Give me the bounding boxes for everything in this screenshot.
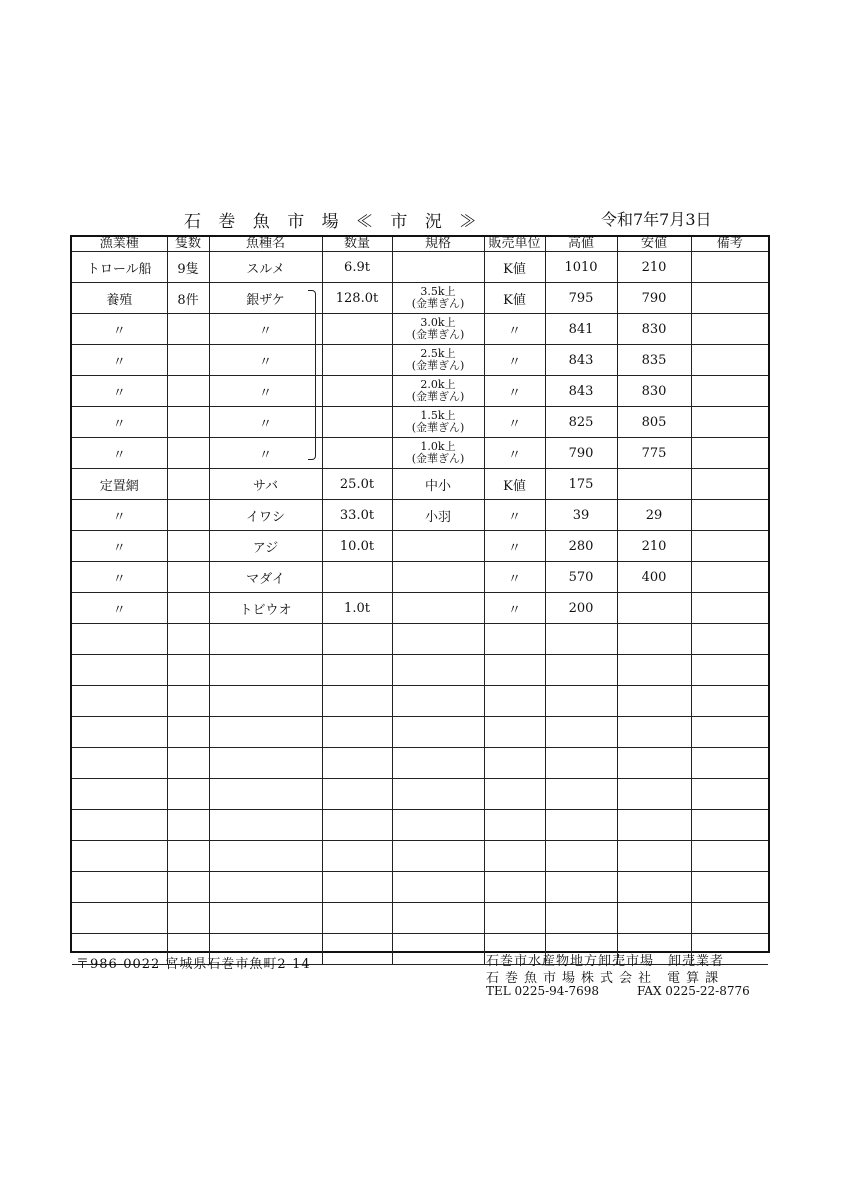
table-cell	[484, 841, 545, 872]
table-cell	[392, 841, 484, 872]
table-cell	[209, 624, 322, 655]
table-cell: 29	[617, 500, 691, 531]
table-cell	[322, 717, 392, 748]
table-cell	[484, 748, 545, 779]
table-cell	[392, 252, 484, 283]
table-cell: イワシ	[209, 500, 322, 531]
table-cell	[167, 810, 209, 841]
table-cell	[392, 407, 484, 438]
column-header: 漁業種	[72, 237, 167, 252]
table-cell: 〃	[72, 407, 167, 438]
table-row	[72, 562, 768, 593]
table-row	[72, 469, 768, 500]
table-cell	[392, 655, 484, 686]
table-cell: 830	[617, 314, 691, 345]
table-cell: 〃	[484, 407, 545, 438]
table-cell: 〃	[209, 314, 322, 345]
table-cell	[545, 810, 617, 841]
table-cell	[392, 376, 484, 407]
table-cell	[322, 934, 392, 965]
table-row	[72, 903, 768, 934]
table-cell: 〃	[209, 438, 322, 469]
table-cell: 128.0t	[322, 283, 392, 314]
table-row	[72, 252, 768, 283]
table-cell	[322, 438, 392, 469]
table-cell	[167, 717, 209, 748]
table-row	[72, 872, 768, 903]
table-cell	[691, 655, 768, 686]
table-cell	[209, 717, 322, 748]
table-cell	[691, 345, 768, 376]
table-row	[72, 376, 768, 407]
table-cell	[209, 903, 322, 934]
table-cell	[167, 407, 209, 438]
table-cell	[392, 531, 484, 562]
table-cell: 39	[545, 500, 617, 531]
table-cell	[617, 593, 691, 624]
column-header: 数量	[322, 237, 392, 252]
table-cell	[167, 903, 209, 934]
table-cell: 〃	[484, 345, 545, 376]
table-cell: K値	[484, 469, 545, 500]
table-cell	[545, 655, 617, 686]
table-cell	[691, 717, 768, 748]
table-cell	[545, 748, 617, 779]
table-cell: マダイ	[209, 562, 322, 593]
table-cell: サバ	[209, 469, 322, 500]
table-cell	[691, 779, 768, 810]
table-cell	[167, 841, 209, 872]
cell-line: (金華ぎん)	[411, 390, 465, 403]
report-date: 令和7年7月3日	[601, 210, 712, 229]
table-cell: 830	[617, 376, 691, 407]
table-header-row	[72, 237, 768, 252]
column-header: 魚種名	[209, 237, 322, 252]
footer-fax: FAX 0225-22-8776	[637, 984, 750, 998]
table-cell: アジ	[209, 531, 322, 562]
table-cell: 6.9t	[322, 252, 392, 283]
table-row	[72, 717, 768, 748]
table-cell	[322, 903, 392, 934]
table-row	[72, 841, 768, 872]
column-header: 備考	[691, 237, 768, 252]
table-cell	[209, 748, 322, 779]
table-cell	[167, 872, 209, 903]
table-cell	[167, 314, 209, 345]
table-cell	[617, 469, 691, 500]
table-cell	[167, 624, 209, 655]
cell-line: 3.5k上	[420, 285, 456, 298]
table-cell	[392, 562, 484, 593]
table-cell	[392, 624, 484, 655]
table-cell: トビウオ	[209, 593, 322, 624]
table-cell	[72, 624, 167, 655]
table-cell	[72, 903, 167, 934]
table-cell: 400	[617, 562, 691, 593]
table-cell: 25.0t	[322, 469, 392, 500]
table-cell: トロール船	[72, 252, 167, 283]
table-cell: 10.0t	[322, 531, 392, 562]
page-title: 石 巻 魚 市 場 ≪ 市 況 ≫	[184, 212, 483, 232]
table-cell	[167, 655, 209, 686]
table-cell	[691, 376, 768, 407]
table-cell: 9隻	[167, 252, 209, 283]
table-cell	[617, 779, 691, 810]
table-cell	[322, 872, 392, 903]
table-cell	[167, 779, 209, 810]
table-cell	[322, 407, 392, 438]
table-cell: 775	[617, 438, 691, 469]
table-cell	[392, 686, 484, 717]
table-cell	[72, 748, 167, 779]
table-cell	[484, 779, 545, 810]
table-cell	[322, 810, 392, 841]
table-row	[72, 748, 768, 779]
table-cell	[617, 624, 691, 655]
table-cell	[322, 314, 392, 345]
table-cell: 〃	[484, 531, 545, 562]
table-cell: 200	[545, 593, 617, 624]
table-cell	[545, 903, 617, 934]
table-cell: 1010	[545, 252, 617, 283]
table-cell: 〃	[209, 345, 322, 376]
table-cell	[72, 717, 167, 748]
table-cell: 570	[545, 562, 617, 593]
table-row	[72, 438, 768, 469]
table-cell	[691, 562, 768, 593]
table-cell	[617, 717, 691, 748]
table-cell: 〃	[72, 531, 167, 562]
table-cell: 〃	[72, 593, 167, 624]
table-cell	[167, 345, 209, 376]
table-cell	[167, 593, 209, 624]
table-row	[72, 686, 768, 717]
table-cell	[484, 717, 545, 748]
table-cell: 841	[545, 314, 617, 345]
table-cell	[691, 407, 768, 438]
table-cell	[72, 779, 167, 810]
footer-org-line1: 石巻市水産物地方卸売市場 卸売業者	[486, 954, 725, 969]
table-cell	[72, 841, 167, 872]
table-cell	[167, 531, 209, 562]
table-cell	[392, 717, 484, 748]
table-cell	[691, 500, 768, 531]
column-header: 販売単位	[484, 237, 545, 252]
table-cell	[392, 283, 484, 314]
table-cell	[209, 872, 322, 903]
table-cell: 〃	[484, 314, 545, 345]
cell-line: 3.0k上	[420, 316, 456, 329]
table-cell	[617, 872, 691, 903]
table-cell	[167, 376, 209, 407]
table-cell	[322, 841, 392, 872]
table-cell	[392, 314, 484, 345]
table-cell: 〃	[72, 438, 167, 469]
table-row	[72, 500, 768, 531]
table-cell	[72, 655, 167, 686]
table-cell	[617, 810, 691, 841]
table-cell	[322, 748, 392, 779]
table-cell	[209, 841, 322, 872]
table-cell	[322, 345, 392, 376]
cell-line: 2.0k上	[420, 378, 456, 391]
cell-line: (金華ぎん)	[411, 297, 465, 310]
table-cell	[617, 903, 691, 934]
table-row	[72, 593, 768, 624]
table-row	[72, 531, 768, 562]
market-report-table	[70, 235, 770, 953]
table-cell	[209, 779, 322, 810]
table-cell	[484, 872, 545, 903]
table-cell	[392, 934, 484, 965]
table-cell: 〃	[72, 500, 167, 531]
table-cell: 210	[617, 531, 691, 562]
table-cell: 843	[545, 345, 617, 376]
table-cell: 〃	[484, 438, 545, 469]
table-cell: 〃	[209, 407, 322, 438]
table-cell: 33.0t	[322, 500, 392, 531]
table-cell	[617, 841, 691, 872]
table-cell: 〃	[484, 562, 545, 593]
table-cell	[322, 624, 392, 655]
table-cell	[167, 748, 209, 779]
table-cell: K値	[484, 252, 545, 283]
table-cell: 8件	[167, 283, 209, 314]
table-cell	[691, 810, 768, 841]
table-cell: 795	[545, 283, 617, 314]
table-cell: 210	[617, 252, 691, 283]
footer-org-line2: 石巻魚市場株式会社 電算課	[486, 971, 725, 986]
table-cell: 835	[617, 345, 691, 376]
table-cell	[617, 686, 691, 717]
table-cell: 1.0t	[322, 593, 392, 624]
table-cell	[392, 810, 484, 841]
table-cell	[691, 252, 768, 283]
table-cell: 280	[545, 531, 617, 562]
column-header: 高値	[545, 237, 617, 252]
cell-line: (金華ぎん)	[411, 452, 465, 465]
table-cell: 175	[545, 469, 617, 500]
table-cell	[484, 624, 545, 655]
table-cell: 中小	[392, 469, 484, 500]
cell-line: 1.0k上	[420, 440, 456, 453]
table-cell: 〃	[484, 593, 545, 624]
table-cell: K値	[484, 283, 545, 314]
table-cell: 〃	[484, 500, 545, 531]
cell-line: 1.5k上	[420, 409, 456, 422]
table-cell	[322, 686, 392, 717]
table-cell	[617, 655, 691, 686]
table-cell	[392, 593, 484, 624]
table-cell	[392, 779, 484, 810]
table-cell: 790	[617, 283, 691, 314]
table-row	[72, 283, 768, 314]
table-cell	[209, 810, 322, 841]
table-cell	[167, 562, 209, 593]
table-cell: 〃	[72, 314, 167, 345]
table-cell	[167, 500, 209, 531]
table-cell: 銀ザケ	[209, 283, 322, 314]
table-cell	[691, 531, 768, 562]
table-cell	[691, 686, 768, 717]
table-cell	[617, 748, 691, 779]
table-row	[72, 407, 768, 438]
table-cell	[167, 469, 209, 500]
table-cell	[691, 283, 768, 314]
table-cell: 〃	[72, 562, 167, 593]
table-cell	[322, 562, 392, 593]
table-cell	[72, 872, 167, 903]
table-row	[72, 345, 768, 376]
table-cell	[545, 779, 617, 810]
table-cell: 〃	[209, 376, 322, 407]
table-cell: 定置網	[72, 469, 167, 500]
table-cell: 805	[617, 407, 691, 438]
table-cell	[545, 624, 617, 655]
cell-line: (金華ぎん)	[411, 421, 465, 434]
table-row	[72, 655, 768, 686]
footer-address: 〒986-0022 宮城県石巻市魚町2-14	[76, 957, 311, 972]
column-header: 安値	[617, 237, 691, 252]
table-cell: 〃	[484, 376, 545, 407]
table-cell	[545, 717, 617, 748]
cell-line: (金華ぎん)	[411, 328, 465, 341]
table-cell	[691, 903, 768, 934]
table-cell	[484, 903, 545, 934]
table-cell	[545, 872, 617, 903]
cell-line: (金華ぎん)	[411, 359, 465, 372]
table-cell	[484, 686, 545, 717]
table-cell	[691, 624, 768, 655]
table-cell	[392, 748, 484, 779]
table-cell	[167, 686, 209, 717]
table-row	[72, 779, 768, 810]
table-row	[72, 810, 768, 841]
table-cell: 843	[545, 376, 617, 407]
table-cell	[691, 438, 768, 469]
column-header: 隻数	[167, 237, 209, 252]
table-cell	[691, 748, 768, 779]
table-cell	[392, 345, 484, 376]
table-cell	[167, 438, 209, 469]
table-cell: スルメ	[209, 252, 322, 283]
table-cell: 790	[545, 438, 617, 469]
cell-line: 2.5k上	[420, 347, 456, 360]
table-cell	[322, 655, 392, 686]
table-cell	[691, 841, 768, 872]
table-cell	[691, 314, 768, 345]
table-cell: 〃	[72, 376, 167, 407]
column-header: 規格	[392, 237, 484, 252]
table-cell: 小羽	[392, 500, 484, 531]
table-cell: 825	[545, 407, 617, 438]
table-cell	[545, 841, 617, 872]
table-cell	[691, 469, 768, 500]
table-cell	[392, 438, 484, 469]
table-cell	[545, 686, 617, 717]
table-cell	[322, 779, 392, 810]
table-cell	[691, 593, 768, 624]
table-cell: 〃	[72, 345, 167, 376]
table-cell	[209, 686, 322, 717]
table-cell	[392, 872, 484, 903]
table-cell	[691, 872, 768, 903]
table-row	[72, 624, 768, 655]
table-cell	[484, 810, 545, 841]
table-cell	[484, 655, 545, 686]
table-cell	[322, 376, 392, 407]
footer-tel: TEL 0225-94-7698	[486, 984, 600, 998]
table-cell	[72, 686, 167, 717]
table-cell	[392, 903, 484, 934]
bracket-mark	[308, 290, 316, 460]
table-cell	[209, 655, 322, 686]
table-cell	[72, 810, 167, 841]
table-cell: 養殖	[72, 283, 167, 314]
table-row	[72, 314, 768, 345]
